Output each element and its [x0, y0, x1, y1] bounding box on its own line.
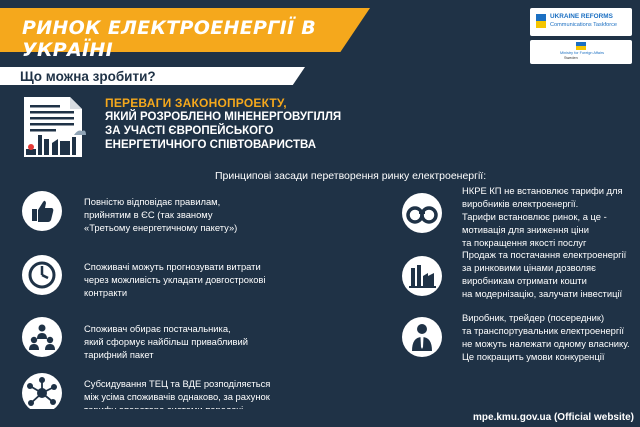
principle-item: Повністю відповідає правилам, прийнятим в ЄС (так званому «Третьому енергетичному пакету») [84, 196, 238, 233]
network-icon [22, 373, 62, 413]
page-title: РИНОК ЕЛЕКТРОЕНЕРГІЇ В УКРАЇНІ [22, 17, 317, 61]
advantages-title: ПЕРЕВАГИ ЗАКОНОПРОЕКТУ, [105, 96, 287, 110]
flag-icon [576, 42, 586, 50]
reforms-logo [530, 8, 632, 36]
source-credit: mpe.kmu.gov.ua (Official website) [473, 412, 634, 423]
ministry-logo-line1: Ministry for Foreign Affairs [560, 51, 605, 55]
principle-item: Продаж та постачання електроенергії за ринковими цінами дозволяє виробникам отримати кошти на модернізацію, залучати інвестиції [462, 249, 627, 299]
principle-item: Споживач обирає постачальника, який сформує найбільш привабливий тарифний пакет [84, 323, 248, 360]
binoculars-icon [402, 193, 442, 233]
reforms-logo-line2: Communications Taskforce [550, 22, 618, 28]
ministry-logo-line2: Sweden [564, 56, 578, 60]
principle-item: Споживачі можуть прогнозувати витрати через можливість укладати довгострокові контракти [84, 261, 266, 298]
advantages-line: ЯКИЙ РОЗРОБЛЕНО МІНЕНЕРГОВУГІЛЛЯ [105, 111, 342, 123]
people-icon [22, 317, 62, 357]
thumbs-up-icon [22, 191, 62, 231]
document-factory-illustration [20, 93, 92, 161]
flag-icon [536, 14, 546, 28]
advantages-line: ЗА УЧАСТІ ЄВРОПЕЙСЬКОГО [105, 125, 274, 137]
principle-item: НКРЕ КП не встановлює тарифи для виробників електроенергії. Тарифи встановлює ринок, а це - мотивація для зниження ціни та покращення якості послуг [462, 185, 623, 248]
ministry-logo [530, 40, 632, 64]
reforms-logo-line1: UKRAINE REFORMS [550, 13, 613, 20]
principle-item: Субсидування ТЕЦ та ВДЕ розподіляється між усіма споживачів однаково, за рахунок [84, 378, 271, 402]
principles-label: Принципові засади перетворення ринку електроенергії: [215, 170, 487, 182]
clock-icon [22, 255, 62, 295]
factory-icon [402, 256, 442, 296]
businessman-icon [402, 317, 442, 357]
section-title: Що можна зробити? [20, 69, 156, 84]
advantages-line: ЕНЕРГЕТИЧНОГО СПІВТОВАРИСТВА [105, 139, 317, 151]
principle-item: Виробник, трейдер (посередник) та транспортувальник електроенергії не можуть належати одному власнику. Це покращить умови конкуренції [462, 312, 630, 362]
